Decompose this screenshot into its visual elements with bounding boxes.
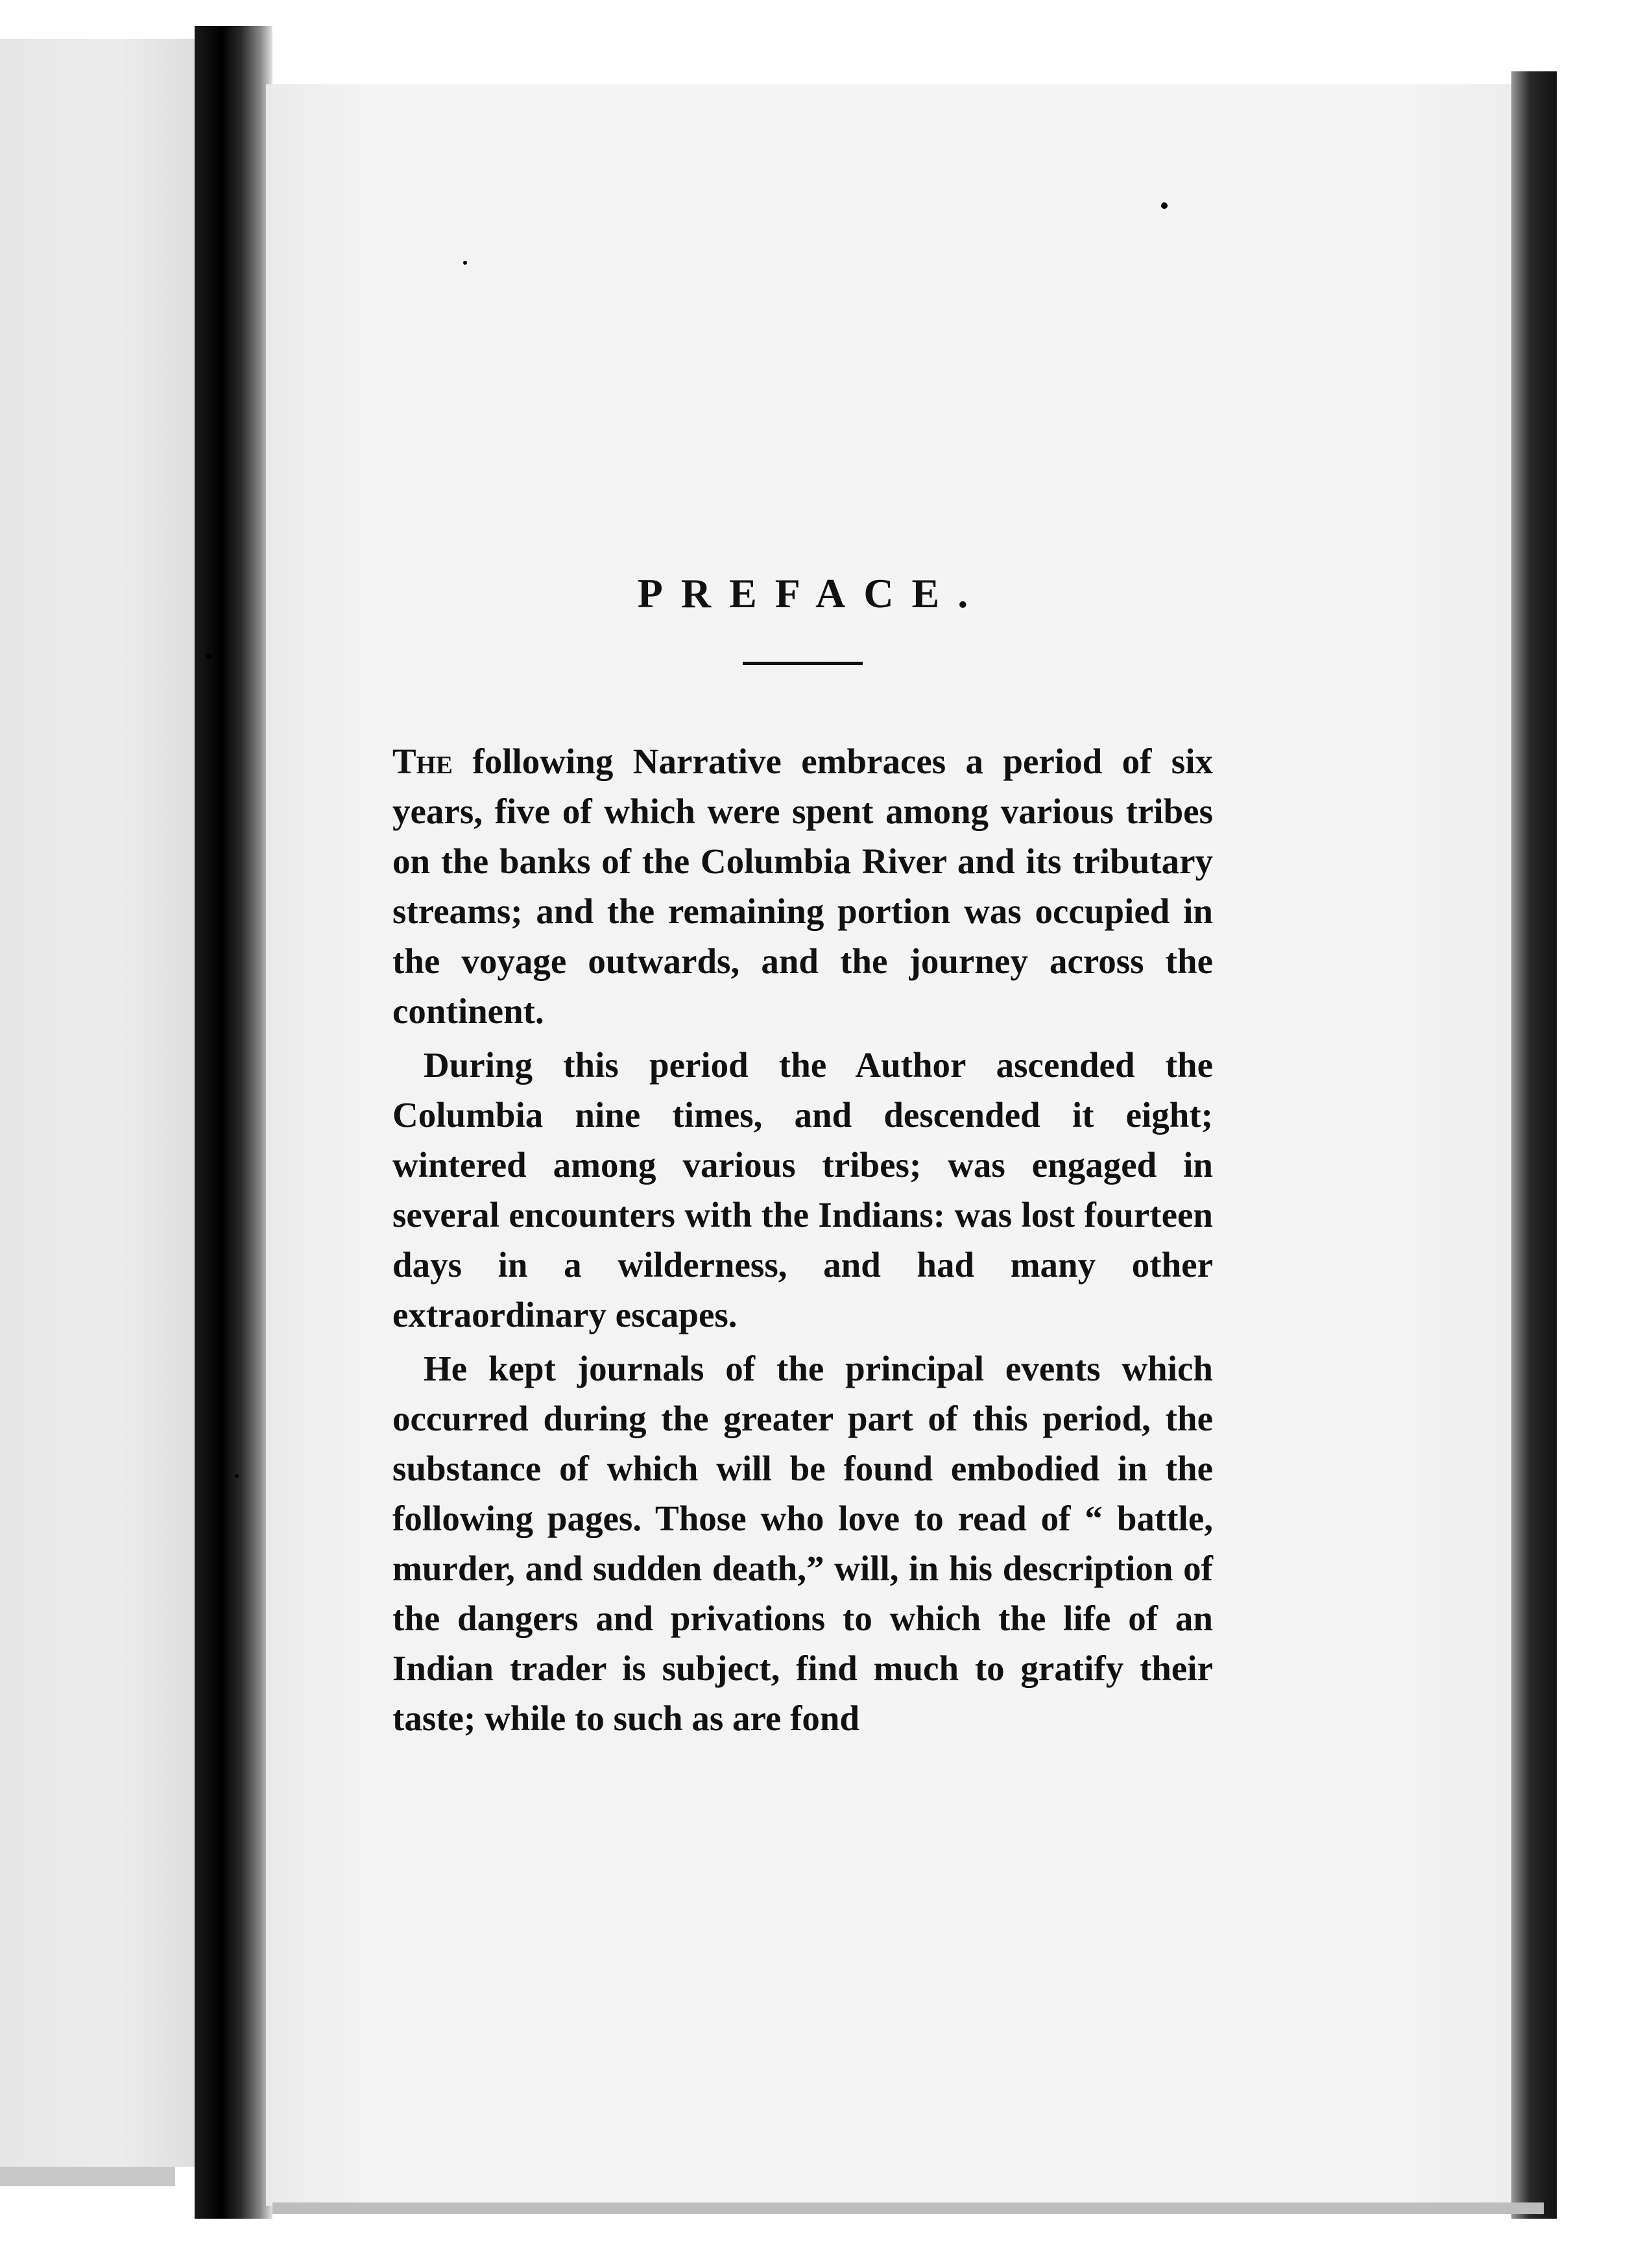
page-bottom-edge [272,2202,1544,2214]
ink-speck [1161,202,1168,209]
paragraph-text: During this period the Author ascended the Columbia nine times, and descended it eight; wintered among various tribes; was engaged in several encounters with the Indians: was lost fourteen days in a wilderness, and had many other extraordinary escapes. [392,1045,1213,1334]
page-title: PREFACE. [637,570,987,616]
ink-speck [235,1474,239,1478]
left-page-bottom-edge [0,2167,175,2186]
left-page-edge [0,39,201,2167]
book-gutter-shadow [195,26,272,2219]
page-content [392,564,1213,1743]
paragraph-text: following Narrative embraces a period of six years, five of which were spent among various tribes on the banks of the Columbia River and its tributary streams; and the remaining portion was occupied in the voyage outwards, and the journey across the continent. [392,742,1213,1031]
title-rule [743,662,863,665]
paragraph-3 [392,1344,1213,1743]
ink-speck [206,654,211,659]
ink-speck [463,261,467,265]
page-right-edge [1511,71,1557,2219]
paragraph-1 [392,736,1213,1036]
paragraph-text: He kept journals of the principal events which occurred during the greater part of this period, the substance of which will be found embodied in the following pages. Those who love to read of “ battle, murder, and sudden death,” will, in his description of the dangers and privations to which the life of an Indian trader is subject, find much to gratify their taste; while to such as are fond [392,1349,1213,1738]
paragraph-lead: The [392,742,453,781]
paragraph-2 [392,1040,1213,1340]
